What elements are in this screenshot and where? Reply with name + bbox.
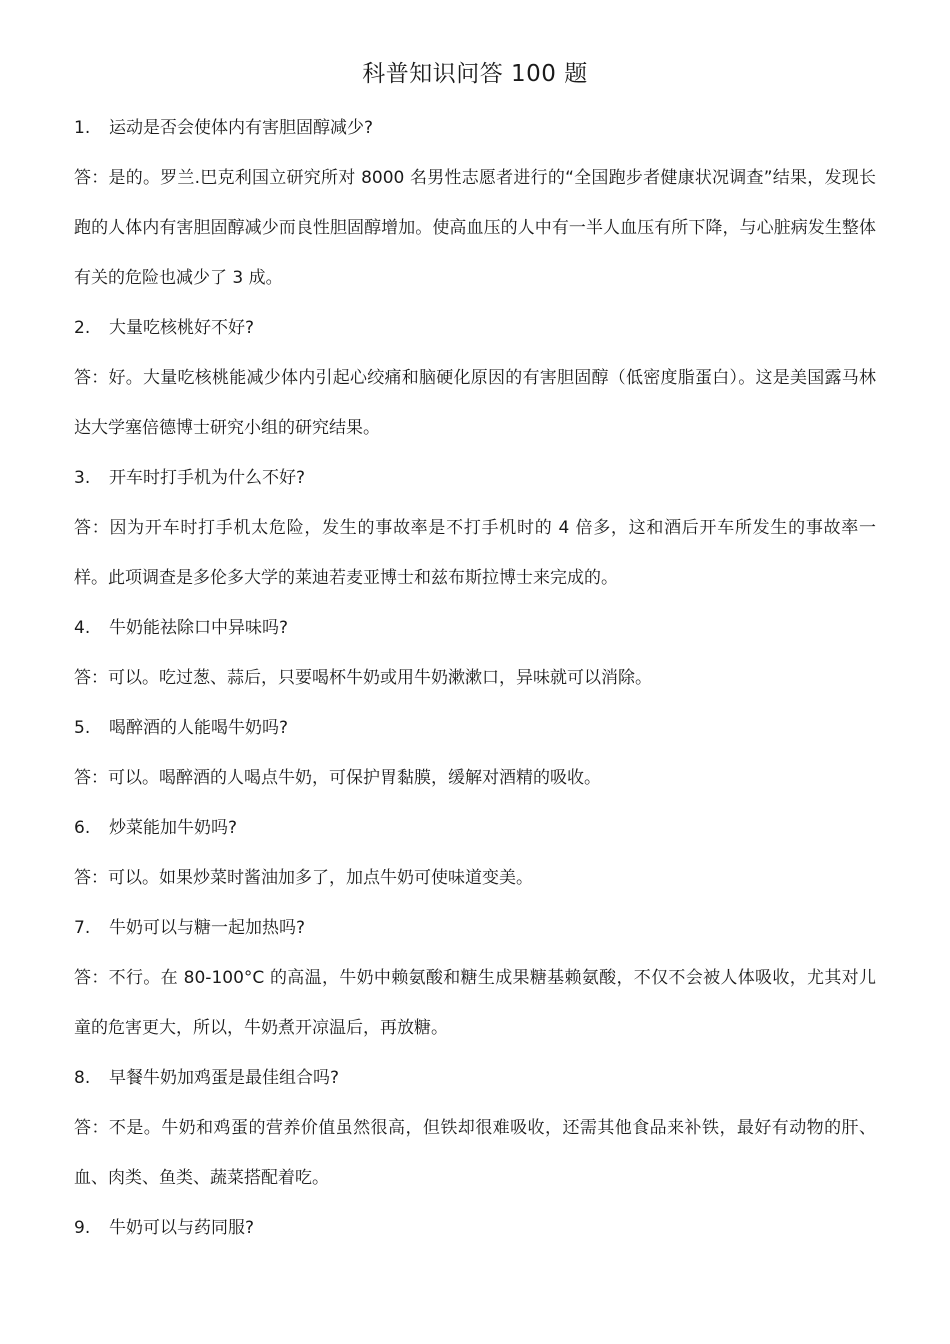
question-3: [74, 453, 876, 503]
question-8: [74, 1053, 876, 1103]
answer-1: 答：是的。罗兰.巴克利国立研究所对 8000 名男性志愿者进行的“全国跑步者健康状况调查”结果，发现长跑的人体内有害胆固醇减少而良性胆固醇增加。使高血压的人中有一半人血压有所下降，与心脏病发生整体有关的危险也减少了 3 成。: [74, 168, 876, 288]
question-number: 5.: [74, 718, 91, 738]
question-text: 牛奶可以与药同服?: [109, 1218, 255, 1238]
answer-7: 答：不行。在 80-100°C 的高温，牛奶中赖氨酸和糖生成果糖基赖氨酸，不仅不会被人体吸收，尤其对儿童的危害更大，所以，牛奶煮开凉温后，再放糖。: [74, 968, 876, 1038]
question-text: 开车时打手机为什么不好?: [109, 468, 306, 488]
question-7: [74, 903, 876, 953]
answer-6: 答：可以。如果炒菜时酱油加多了，加点牛奶可使味道变美。: [74, 868, 533, 888]
answer-2: 答：好。大量吃核桃能减少体内引起心绞痛和脑硬化原因的有害胆固醇（低密度脂蛋白）。这是美国露马林达大学塞倍德博士研究小组的研究结果。: [74, 368, 876, 438]
question-text: 牛奶能祛除口中异味吗?: [109, 618, 289, 638]
question-number: 6.: [74, 818, 91, 838]
answer-5: 答：可以。喝醉酒的人喝点牛奶，可保护胃黏膜，缓解对酒精的吸收。: [74, 768, 601, 788]
question-number: 2.: [74, 318, 91, 338]
question-number: 3.: [74, 468, 91, 488]
question-text: 大量吃核桃好不好?: [109, 318, 255, 338]
question-text: 运动是否会使体内有害胆固醇减少?: [109, 118, 374, 138]
question-4: [74, 603, 876, 653]
question-number: 1.: [74, 118, 91, 138]
answer-8: 答：不是。牛奶和鸡蛋的营养价值虽然很高，但铁却很难吸收，还需其他食品来补铁，最好有动物的肝、血、肉类、鱼类、蔬菜搭配着吃。: [74, 1118, 876, 1188]
question-text: 炒菜能加牛奶吗?: [109, 818, 238, 838]
question-number: 8.: [74, 1068, 91, 1088]
document-title: 科普知识问答 100 题: [362, 61, 588, 87]
question-number: 7.: [74, 918, 91, 938]
question-number: 9.: [74, 1218, 91, 1238]
question-text: 喝醉酒的人能喝牛奶吗?: [109, 718, 289, 738]
question-9: [74, 1203, 876, 1253]
answer-4: 答：可以。吃过葱、蒜后，只要喝杯牛奶或用牛奶漱漱口，异味就可以消除。: [74, 668, 652, 688]
question-5: [74, 703, 876, 753]
question-6: [74, 803, 876, 853]
answer-3: 答：因为开车时打手机太危险，发生的事故率是不打手机时的 4 倍多，这和酒后开车所发生的事故率一样。此项调查是多伦多大学的莱迪若麦亚博士和兹布斯拉博士来完成的。: [74, 518, 876, 588]
question-2: [74, 303, 876, 353]
question-text: 早餐牛奶加鸡蛋是最佳组合吗?: [109, 1068, 340, 1088]
qa-list: [74, 103, 876, 1253]
question-1: [74, 103, 876, 153]
question-number: 4.: [74, 618, 91, 638]
question-text: 牛奶可以与糖一起加热吗?: [109, 918, 306, 938]
